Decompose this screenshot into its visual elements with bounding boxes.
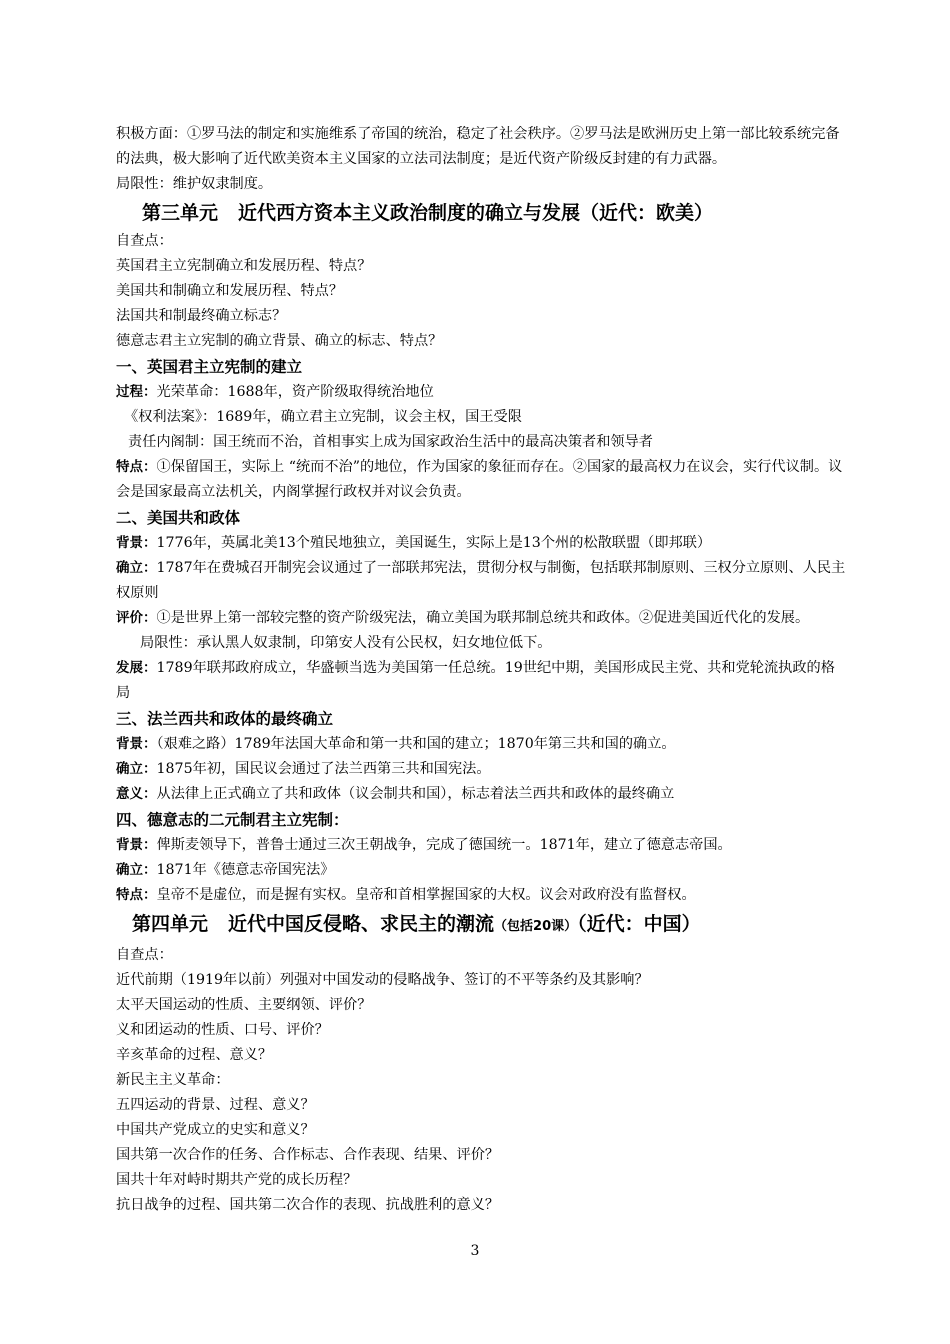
unit3-label: 第三单元	[142, 202, 219, 224]
page-number: 3	[470, 1243, 480, 1259]
document-page	[116, 122, 846, 1218]
process-label: 过程：	[116, 384, 157, 400]
feature-label: 特点：	[116, 459, 157, 475]
unit4-title	[116, 908, 846, 943]
unit3-question: 法国共和制最终确立标志？	[116, 308, 287, 324]
britain-cabinet: 责任内阁制：国王统而不治，首相事实上成为国家政治生活中的最高决策者和领导者	[128, 434, 653, 450]
usa-background: 背景：1776年，英属北美13个殖民地独立，美国诞生，实际上是13个州的松散联盟（即邦联）	[116, 535, 712, 551]
unit4-check-label: 自查点：	[116, 947, 173, 963]
usa-establish: 确立：1787年在费城召开制宪会议通过了一部联邦宪法，贯彻分权与制衡，包括联邦制原则、三权分立原则、人民主权原则	[116, 560, 846, 601]
unit4-title-small: （包括20课）	[494, 919, 578, 934]
unit4-label: 第四单元	[132, 913, 209, 935]
roman-law-limit: 局限性：维护奴隶制度。	[116, 176, 273, 192]
unit3-question: 德意志君主立宪制的确立背景、确立的标志、特点？	[116, 333, 443, 349]
unit3-question: 英国君主立宪制确立和发展历程、特点？	[116, 258, 372, 274]
unit4-question: 国共十年对峙时期共产党的成长历程？	[116, 1172, 358, 1188]
usa-evaluation: 评价：①是世界上第一部较完整的资产阶级宪法，确立美国为联邦制总统共和政体。②促进美国近代化的发展。局限性：承认黑人奴隶制，印第安人没有公民权，妇女地位低下。	[116, 610, 810, 651]
roman-law-positive: 积极方面：①罗马法的制定和实施维系了帝国的统治，稳定了社会秩序。②罗马法是欧洲历史上第一部比较系统完备的法典，极大影响了近代欧美资本主义国家的立法司法制度；是近代资产阶级反封建的有力武器。	[116, 126, 840, 167]
unit3-question: 美国共和制确立和发展历程、特点？	[116, 283, 344, 299]
unit4-question: 抗日战争的过程、国共第二次合作的表现、抗战胜利的意义？	[116, 1197, 500, 1213]
unit4-question: 辛亥革命的过程、意义？	[116, 1047, 273, 1063]
section-heading-france: 三、法兰西共和政体的最终确立	[116, 710, 334, 728]
section-heading-germany: 四、德意志的二元制君主立宪制：	[116, 811, 349, 829]
unit4-question: 中国共产党成立的史实和意义？	[116, 1122, 315, 1138]
unit4-question: 新民主主义革命：	[116, 1072, 230, 1088]
britain-bill-of-rights: 《权利法案》：1689年，确立君主立宪制，议会主权，国王受限	[124, 409, 522, 425]
germany-establish: 确立：1871年《德意志帝国宪法》	[116, 862, 335, 878]
section-heading-usa: 二、美国共和政体	[116, 509, 241, 527]
germany-feature: 特点：皇帝不是虚位，而是握有实权。皇帝和首相掌握国家的大权。议会对政府没有监督权。	[116, 887, 696, 903]
britain-process: 过程：光荣革命：1688年，资产阶级取得统治地位	[116, 384, 434, 400]
germany-background: 背景：俾斯麦领导下，普鲁士通过三次王朝战争，完成了德国统一。1871年，建立了德意志帝国。	[116, 837, 732, 853]
unit3-title	[116, 197, 846, 229]
unit4-question: 太平天国运动的性质、主要纲领、评价？	[116, 997, 372, 1013]
france-meaning: 意义：从法律上正式确立了共和政体（议会制共和国），标志着法兰西共和政体的最终确立	[116, 786, 675, 802]
unit4-question: 近代前期（1919年以前）列强对中国发动的侵略战争、签订的不平等条约及其影响？	[116, 972, 649, 988]
unit4-title-tail: （近代：中国）	[577, 913, 701, 935]
unit3-title-text: 近代西方资本主义政治制度的确立与发展（近代：欧美）	[238, 202, 714, 224]
usa-development: 发展：1789年联邦政府成立，华盛顿当选为美国第一任总统。19世纪中期，美国形成民主党、共和党轮流执政的格局	[116, 660, 835, 701]
unit4-question: 国共第一次合作的任务、合作标志、合作表现、结果、评价？	[116, 1147, 500, 1163]
section-heading-britain: 一、英国君主立宪制的建立	[116, 358, 303, 376]
britain-feature: 特点：①保留国王，实际上 “统而不治”的地位，作为国家的象征而存在。②国家的最高权力在议会，实行代议制。议会是国家最高立法机关，内阁掌握行政权并对议会负责。	[116, 459, 843, 500]
unit4-question: 五四运动的背景、过程、意义？	[116, 1097, 315, 1113]
france-background: 背景：（艰难之路）1789年法国大革命和第一共和国的建立；1870年第三共和国的确立。	[116, 736, 676, 752]
unit4-question: 义和团运动的性质、口号、评价？	[116, 1022, 329, 1038]
france-establish: 确立：1875年初，国民议会通过了法兰西第三共和国宪法。	[116, 761, 491, 777]
unit4-title-text: 近代中国反侵略、求民主的潮流	[228, 913, 495, 935]
unit3-check-label: 自查点：	[116, 233, 173, 249]
